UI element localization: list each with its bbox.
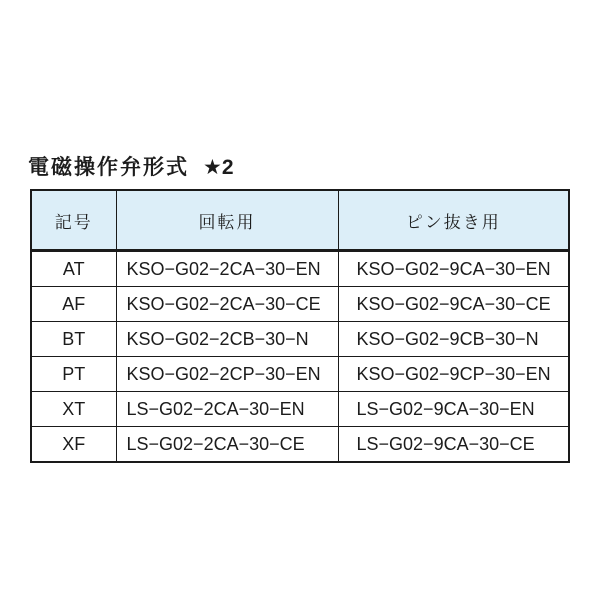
symbol-cell: AT — [31, 251, 116, 287]
symbol-cell: AF — [31, 287, 116, 322]
rotation-code-cell: LS−G02−2CA−30−CE — [116, 427, 338, 463]
rotation-code-cell: LS−G02−2CA−30−EN — [116, 392, 338, 427]
page-title — [28, 151, 234, 181]
pin-code-cell: KSO−G02−9CB−30−N — [338, 322, 569, 357]
page-title-text: 電磁操作弁形式 — [28, 156, 189, 179]
title-star-note: ★2 — [203, 156, 234, 179]
header-row — [31, 190, 569, 251]
table-row — [31, 322, 569, 357]
pin-code-cell: LS−G02−9CA−30−EN — [338, 392, 569, 427]
rotation-code-cell: KSO−G02−2CA−30−EN — [116, 251, 338, 287]
table-row — [31, 357, 569, 392]
table-row — [31, 392, 569, 427]
table-row — [31, 287, 569, 322]
symbol-cell: BT — [31, 322, 116, 357]
symbol-cell: XT — [31, 392, 116, 427]
rotation-code-cell: KSO−G02−2CA−30−CE — [116, 287, 338, 322]
pin-code-cell: KSO−G02−9CA−30−EN — [338, 251, 569, 287]
rotation-code-cell: KSO−G02−2CP−30−EN — [116, 357, 338, 392]
pin-code-cell: KSO−G02−9CP−30−EN — [338, 357, 569, 392]
symbol-cell: XF — [31, 427, 116, 463]
symbol-cell: PT — [31, 357, 116, 392]
rotation-code-cell: KSO−G02−2CB−30−N — [116, 322, 338, 357]
column-header-pin: ピン抜き用 — [338, 190, 569, 251]
table-row — [31, 251, 569, 287]
solenoid-valve-type-table — [30, 189, 570, 463]
table-row — [31, 427, 569, 463]
pin-code-cell: KSO−G02−9CA−30−CE — [338, 287, 569, 322]
column-header-symbol: 記号 — [31, 190, 116, 251]
pin-code-cell: LS−G02−9CA−30−CE — [338, 427, 569, 463]
column-header-rotation: 回転用 — [116, 190, 338, 251]
